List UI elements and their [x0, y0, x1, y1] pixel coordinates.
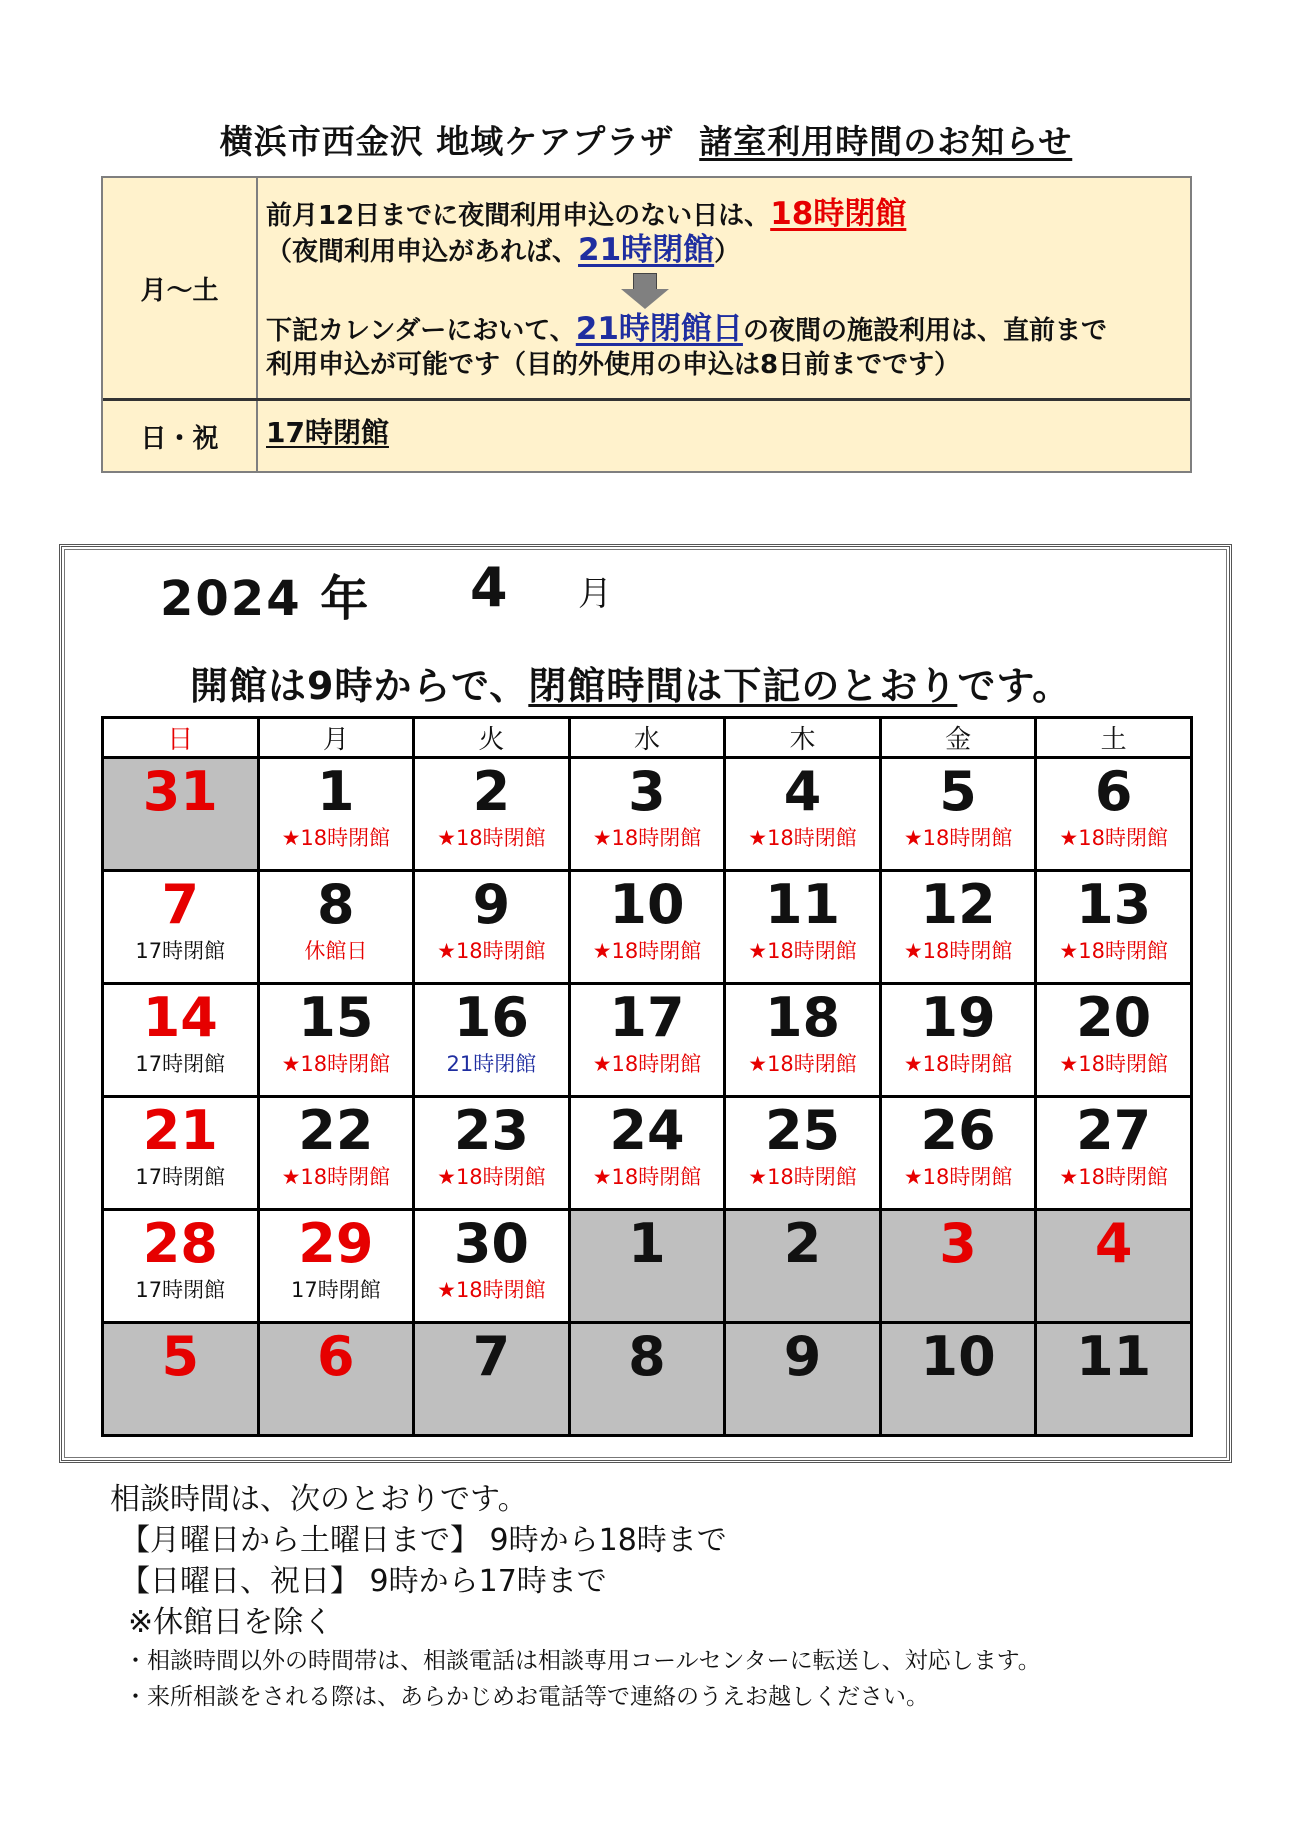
day-number: 31 — [142, 760, 218, 823]
closing-time-note: 17時閉館 — [290, 1278, 381, 1302]
closing-time-note: 休館日 — [304, 939, 368, 963]
calendar-day-cell — [569, 1210, 725, 1323]
calendar-day-cell — [569, 984, 725, 1097]
calendar-day-cell — [880, 1097, 1036, 1210]
holiday-hours-text: 17時閉館 — [266, 416, 389, 449]
day-number: 10 — [609, 873, 685, 936]
day-number: 3 — [628, 760, 666, 823]
day-number: 19 — [920, 986, 996, 1049]
day-number: 4 — [783, 760, 822, 823]
line2-close: ） — [714, 237, 741, 267]
calendar-day-cell — [880, 1323, 1036, 1436]
calendar-day-cell — [569, 758, 725, 871]
day-number: 6 — [1094, 760, 1133, 823]
day-number: 25 — [764, 1099, 841, 1162]
closing-time-note: ★18時閉館 — [592, 939, 702, 963]
weekday-line1 — [266, 196, 906, 234]
calendar-day-cell — [414, 758, 570, 871]
closing-time-note: 17時閉館 — [135, 1278, 226, 1302]
weekday-line2 — [266, 232, 740, 270]
closing-time-note: 17時閉館 — [135, 1052, 226, 1076]
calendar-day-cell — [880, 758, 1036, 871]
day-number: 20 — [1076, 986, 1152, 1049]
closing-time-note: ★18時閉館 — [281, 1165, 391, 1189]
weekday-header-cell: 火 — [414, 718, 570, 758]
day-number: 3 — [939, 1212, 977, 1275]
weekday-header-cell: 木 — [725, 718, 881, 758]
calendar-day-cell — [1036, 984, 1192, 1097]
weekday-header-cell: 月 — [258, 718, 414, 758]
closing-time-note: ★18時閉館 — [437, 1165, 546, 1189]
calendar-day-cell — [725, 1210, 881, 1323]
closing-time-note: ★18時閉館 — [1059, 826, 1168, 850]
calendar-day-cell — [103, 984, 259, 1097]
day-number: 1 — [317, 760, 355, 823]
day-number: 13 — [1076, 873, 1152, 936]
consultation-weekday-hours: 【月曜日から土曜日まで】 9時から18時まで — [120, 1523, 727, 1558]
day-number: 11 — [764, 873, 841, 936]
calendar-day-cell — [103, 1097, 259, 1210]
day-number: 1 — [628, 1212, 666, 1275]
calendar-day-cell — [569, 1323, 725, 1436]
day-number: 9 — [472, 873, 511, 936]
line3-emphasis: 21時閉館日 — [575, 311, 743, 347]
day-number: 16 — [453, 986, 529, 1049]
day-number: 18 — [764, 986, 841, 1049]
weekday-row — [103, 178, 1190, 401]
holiday-label: 日・祝 — [103, 401, 258, 471]
day-number: 2 — [472, 760, 511, 823]
calendar-day-cell — [414, 1323, 570, 1436]
day-number: 21 — [142, 1099, 218, 1162]
closing-time-note: 21時閉館 — [446, 1052, 537, 1076]
closing-time-note: ★18時閉館 — [903, 1165, 1013, 1189]
closing-time-note: ★18時閉館 — [748, 939, 857, 963]
closing-time-note: ★18時閉館 — [748, 1052, 857, 1076]
day-number: 7 — [161, 873, 200, 936]
calendar-day-cell — [1036, 1210, 1192, 1323]
closing-time-note: ★18時閉館 — [903, 826, 1013, 850]
day-number: 26 — [920, 1099, 996, 1162]
day-number: 12 — [920, 873, 996, 936]
day-number: 15 — [298, 986, 374, 1049]
calendar-day-cell — [1036, 758, 1192, 871]
calendar-day-cell — [103, 758, 259, 871]
day-number: 29 — [298, 1212, 374, 1275]
closing-time-note: ★18時閉館 — [592, 1052, 702, 1076]
calendar-day-cell — [1036, 1097, 1192, 1210]
calendar-day-cell — [258, 1323, 414, 1436]
calendar-week — [103, 1097, 1192, 1210]
title-facility: 横浜市西金沢 地域ケアプラザ — [219, 122, 675, 161]
calendar-day-cell — [258, 1210, 414, 1323]
closing-time-note: ★18時閉館 — [437, 1278, 546, 1302]
calendar-day-cell — [258, 758, 414, 871]
closing-time-note: ★18時閉館 — [592, 1165, 702, 1189]
day-number: 2 — [783, 1212, 822, 1275]
calendar-month-label: 月 — [578, 574, 612, 614]
page-title — [0, 116, 1292, 163]
day-number: 24 — [609, 1099, 685, 1162]
title-notice: 諸室利用時間のお知らせ — [699, 122, 1073, 161]
closing-time-note: ★18時閉館 — [1059, 1165, 1168, 1189]
calendar-day-cell — [880, 984, 1036, 1097]
calendar-day-cell — [569, 871, 725, 984]
calendar-week — [103, 1210, 1192, 1323]
weekday-header-cell: 金 — [880, 718, 1036, 758]
calendar-day-cell — [725, 758, 881, 871]
closing-time-note: ★18時閉館 — [281, 1052, 391, 1076]
calendar-day-cell — [103, 871, 259, 984]
calendar-month: 4 — [470, 556, 508, 619]
calendar-day-cell — [725, 984, 881, 1097]
closing-time-note: ★18時閉館 — [1059, 1052, 1168, 1076]
day-number: 9 — [783, 1325, 822, 1388]
calendar-day-cell — [725, 1323, 881, 1436]
day-number: 30 — [453, 1212, 529, 1275]
line2-emphasis: 21時閉館 — [578, 232, 715, 268]
closing-time-note: ★18時閉館 — [592, 826, 702, 850]
subtitle-part-a: 開館は9時からで、 — [190, 664, 529, 708]
consultation-holiday-hours: 【日曜日、祝日】 9時から17時まで — [120, 1564, 607, 1599]
calendar-day-cell — [258, 984, 414, 1097]
holiday-hours — [266, 415, 389, 452]
closing-time-note: ★18時閉館 — [437, 939, 546, 963]
day-number: 5 — [939, 760, 977, 823]
weekday-line3 — [266, 311, 1107, 349]
subtitle-part-b: 閉館時間は下記のとおり — [528, 664, 958, 708]
line1-emphasis: 18時閉館 — [770, 196, 907, 232]
weekday-header-cell: 日 — [103, 718, 259, 758]
closing-time-note: ★18時閉館 — [748, 1165, 857, 1189]
calendar-day-cell — [258, 871, 414, 984]
consultation-info — [110, 1479, 1041, 1715]
calendar-day-cell — [725, 1097, 881, 1210]
calendar-day-cell — [258, 1097, 414, 1210]
calendar-day-cell — [414, 871, 570, 984]
day-number: 8 — [317, 873, 355, 936]
closing-time-note: ★18時閉館 — [437, 826, 546, 850]
calendar-subtitle — [190, 655, 1071, 710]
calendar-day-cell — [414, 1097, 570, 1210]
closing-time-note: 17時閉館 — [135, 1165, 226, 1189]
line2-text: （夜間利用申込があれば、 — [266, 237, 579, 267]
hours-info-table — [101, 176, 1192, 473]
calendar-week — [103, 758, 1192, 871]
calendar-day-cell — [103, 1323, 259, 1436]
weekday-line4: 利用申込が可能です（目的外使用の申込は8日前までです） — [266, 350, 961, 380]
day-number: 22 — [298, 1099, 374, 1162]
calendar-week — [103, 871, 1192, 984]
calendar-day-cell — [569, 1097, 725, 1210]
day-number: 28 — [142, 1212, 218, 1275]
day-number: 8 — [628, 1325, 666, 1388]
calendar-week — [103, 984, 1192, 1097]
day-number: 5 — [161, 1325, 200, 1388]
line3-text-post: の夜間の施設利用は、直前まで — [742, 316, 1107, 346]
day-number: 7 — [472, 1325, 511, 1388]
day-number: 10 — [920, 1325, 996, 1388]
calendar-week — [103, 1323, 1192, 1436]
consultation-note-2: ・来所相談をされる際は、あらかじめお電話等で連絡のうえお越しください。 — [124, 1684, 929, 1710]
weekday-header-cell: 土 — [1036, 718, 1192, 758]
day-number: 4 — [1094, 1212, 1133, 1275]
calendar-day-cell — [880, 1210, 1036, 1323]
weekday-header — [103, 718, 1192, 758]
closing-time-note: ★18時閉館 — [903, 1052, 1013, 1076]
calendar-day-cell — [725, 871, 881, 984]
day-number: 6 — [317, 1325, 355, 1388]
calendar-grid — [101, 716, 1193, 1437]
closing-time-note: ★18時閉館 — [281, 826, 391, 850]
day-number: 17 — [609, 986, 685, 1049]
calendar-day-cell — [880, 871, 1036, 984]
consultation-exception: ※休館日を除く — [128, 1605, 334, 1640]
weekday-header-cell: 水 — [569, 718, 725, 758]
closing-time-note: ★18時閉館 — [1059, 939, 1168, 963]
calendar-year: 2024 年 — [160, 571, 371, 627]
day-number: 23 — [453, 1099, 529, 1162]
calendar-day-cell — [103, 1210, 259, 1323]
consultation-note-1: ・相談時間以外の時間帯は、相談電話は相談専用コールセンターに転送し、対応します。 — [124, 1648, 1041, 1674]
calendar-day-cell — [414, 1210, 570, 1323]
line3-text: 下記カレンダーにおいて、 — [266, 316, 576, 346]
closing-time-note: ★18時閉館 — [748, 826, 857, 850]
day-number: 11 — [1076, 1325, 1152, 1388]
subtitle-part-c: です。 — [957, 664, 1072, 708]
calendar-day-cell — [414, 984, 570, 1097]
line1-text: 前月12日までに夜間利用申込のない日は、 — [266, 201, 771, 231]
consultation-intro: 相談時間は、次のとおりです。 — [110, 1482, 528, 1517]
day-number: 27 — [1076, 1099, 1152, 1162]
calendar-day-cell — [1036, 1323, 1192, 1436]
weekday-label: 月～土 — [103, 178, 258, 398]
closing-time-note: 17時閉館 — [135, 939, 226, 963]
calendar-day-cell — [1036, 871, 1192, 984]
day-number: 14 — [142, 986, 218, 1049]
holiday-row — [103, 401, 1190, 471]
closing-time-note: ★18時閉館 — [903, 939, 1013, 963]
